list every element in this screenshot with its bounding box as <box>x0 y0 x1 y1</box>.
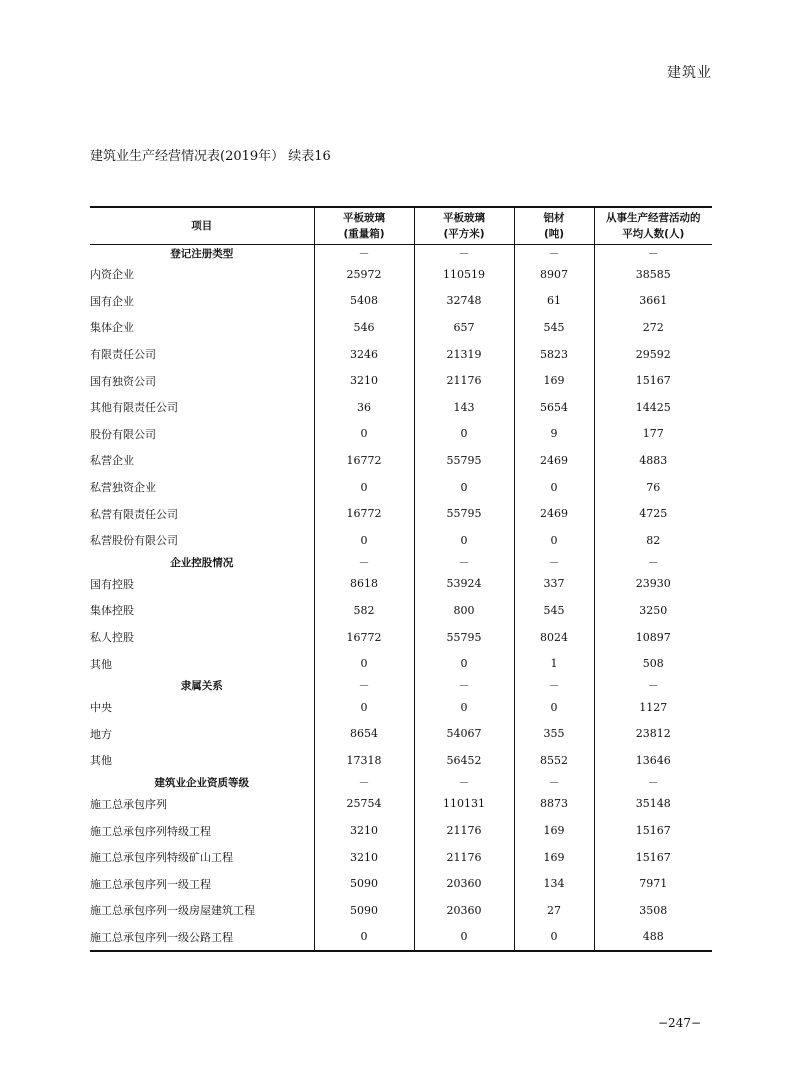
cell-value: － <box>314 774 414 791</box>
cell-value: 508 <box>594 650 712 677</box>
cell-value: 8552 <box>514 747 594 774</box>
table-row <box>90 421 712 448</box>
cell-value: 9 <box>514 421 594 448</box>
cell-value: 25972 <box>314 261 414 288</box>
cell-value: 355 <box>514 721 594 748</box>
table-row <box>90 924 712 952</box>
category-row <box>90 554 712 571</box>
cell-value: 143 <box>414 394 514 421</box>
column-header-glass-area: 平板玻璃 (平方米) <box>414 207 514 245</box>
category-row <box>90 774 712 791</box>
cell-value: 13646 <box>594 747 712 774</box>
cell-value: － <box>414 677 514 694</box>
cell-value: 8654 <box>314 721 414 748</box>
table-row <box>90 288 712 315</box>
row-label: 中央 <box>90 701 112 715</box>
row-label: 其他 <box>90 657 112 671</box>
cell-value: 53924 <box>414 571 514 598</box>
row-label: 私人控股 <box>90 631 134 645</box>
cell-value: 177 <box>594 421 712 448</box>
cell-value: 29592 <box>594 341 712 368</box>
cell-value: － <box>594 774 712 791</box>
cell-value: 16772 <box>314 500 414 527</box>
table-body <box>90 245 712 952</box>
cell-value: 3210 <box>314 844 414 871</box>
cell-value: 110519 <box>414 261 514 288</box>
cell-value: 20360 <box>414 870 514 897</box>
table-row <box>90 367 712 394</box>
cell-value: 800 <box>414 597 514 624</box>
cell-value: 23930 <box>594 571 712 598</box>
cell-value: 56452 <box>414 747 514 774</box>
column-header-glass-weight: 平板玻璃 (重量箱) <box>314 207 414 245</box>
cell-value: 3508 <box>594 897 712 924</box>
cell-value: － <box>414 245 514 262</box>
cell-value: － <box>314 677 414 694</box>
cell-value: 3661 <box>594 288 712 315</box>
cell-value: 7971 <box>594 870 712 897</box>
cell-value: 15167 <box>594 367 712 394</box>
cell-value: 0 <box>514 924 594 952</box>
cell-value: 3246 <box>314 341 414 368</box>
cell-value: － <box>514 677 594 694</box>
cell-value: 16772 <box>314 447 414 474</box>
row-label: 私营独资企业 <box>90 481 156 495</box>
cell-value: － <box>594 554 712 571</box>
row-label: 施工总承包序列一级房屋建筑工程 <box>90 904 255 918</box>
column-header-aluminum: 铝材 (吨) <box>514 207 594 245</box>
cell-value: 2469 <box>514 447 594 474</box>
cell-value: 110131 <box>414 791 514 818</box>
page-number: −247− <box>658 1016 702 1030</box>
row-label: 私营企业 <box>90 454 134 468</box>
cell-value: 76 <box>594 474 712 501</box>
cell-value: 5408 <box>314 288 414 315</box>
cell-value: 2469 <box>514 500 594 527</box>
cell-value: 38585 <box>594 261 712 288</box>
cell-value: 0 <box>314 421 414 448</box>
cell-value: 17318 <box>314 747 414 774</box>
table-row <box>90 817 712 844</box>
cell-value: 0 <box>514 694 594 721</box>
category-label: 企业控股情况 <box>170 556 234 569</box>
table-row <box>90 314 712 341</box>
row-label: 有限责任公司 <box>90 348 156 362</box>
table-row <box>90 341 712 368</box>
cell-value: 0 <box>414 924 514 952</box>
cell-value: 5090 <box>314 897 414 924</box>
cell-value: 5654 <box>514 394 594 421</box>
cell-value: 35148 <box>594 791 712 818</box>
cell-value: 16772 <box>314 624 414 651</box>
data-table <box>90 206 712 952</box>
cell-value: 32748 <box>414 288 514 315</box>
cell-value: 169 <box>514 844 594 871</box>
category-label: 建筑业企业资质等级 <box>154 776 249 789</box>
cell-value: 657 <box>414 314 514 341</box>
cell-value: 0 <box>514 474 594 501</box>
cell-value: 4883 <box>594 447 712 474</box>
table-row <box>90 624 712 651</box>
cell-value: 488 <box>594 924 712 952</box>
row-label: 集体企业 <box>90 321 134 335</box>
table-row <box>90 721 712 748</box>
cell-value: 25754 <box>314 791 414 818</box>
table-row <box>90 694 712 721</box>
category-row <box>90 677 712 694</box>
cell-value: 169 <box>514 817 594 844</box>
table-row <box>90 844 712 871</box>
cell-value: 10897 <box>594 624 712 651</box>
row-label: 施工总承包序列特级工程 <box>90 824 211 838</box>
category-label: 隶属关系 <box>180 679 223 692</box>
cell-value: 21319 <box>414 341 514 368</box>
cell-value: 55795 <box>414 500 514 527</box>
cell-value: 8618 <box>314 571 414 598</box>
cell-value: 0 <box>414 694 514 721</box>
cell-value: 5823 <box>514 341 594 368</box>
cell-value: 15167 <box>594 844 712 871</box>
cell-value: 0 <box>314 650 414 677</box>
table-row <box>90 261 712 288</box>
cell-value: 8024 <box>514 624 594 651</box>
table-row <box>90 571 712 598</box>
statistics-table <box>90 206 712 952</box>
cell-value: 82 <box>594 527 712 554</box>
table-row <box>90 747 712 774</box>
row-label: 其他 <box>90 754 112 768</box>
cell-value: 134 <box>514 870 594 897</box>
cell-value: － <box>594 677 712 694</box>
column-header-item: 项目 <box>90 207 314 245</box>
cell-value: 14425 <box>594 394 712 421</box>
cell-value: 8873 <box>514 791 594 818</box>
cell-value: 8907 <box>514 261 594 288</box>
cell-value: － <box>594 245 712 262</box>
cell-value: 0 <box>314 474 414 501</box>
cell-value: 0 <box>414 474 514 501</box>
cell-value: 15167 <box>594 817 712 844</box>
section-header: 建筑业 <box>667 65 712 81</box>
cell-value: 0 <box>414 421 514 448</box>
column-header-employees: 从事生产经营活动的 平均人数(人) <box>594 207 712 245</box>
row-label: 内资企业 <box>90 268 134 282</box>
cell-value: － <box>414 554 514 571</box>
cell-value: 272 <box>594 314 712 341</box>
cell-value: 0 <box>314 924 414 952</box>
table-row <box>90 394 712 421</box>
cell-value: － <box>514 554 594 571</box>
cell-value: 0 <box>514 527 594 554</box>
row-label: 其他有限责任公司 <box>90 401 178 415</box>
cell-value: 55795 <box>414 624 514 651</box>
cell-value: － <box>514 774 594 791</box>
cell-value: 0 <box>414 650 514 677</box>
row-label: 施工总承包序列一级公路工程 <box>90 924 314 952</box>
cell-value: 337 <box>514 571 594 598</box>
cell-value: 0 <box>414 527 514 554</box>
table-row <box>90 791 712 818</box>
cell-value: 546 <box>314 314 414 341</box>
cell-value: 36 <box>314 394 414 421</box>
category-label: 登记注册类型 <box>170 247 234 260</box>
cell-value: － <box>314 245 414 262</box>
cell-value: 3210 <box>314 817 414 844</box>
cell-value: 4725 <box>594 500 712 527</box>
cell-value: 0 <box>314 527 414 554</box>
cell-value: 55795 <box>414 447 514 474</box>
row-label: 集体控股 <box>90 604 134 618</box>
table-row <box>90 474 712 501</box>
cell-value: 54067 <box>414 721 514 748</box>
table-row <box>90 500 712 527</box>
row-label: 股份有限公司 <box>90 427 156 441</box>
cell-value: － <box>414 774 514 791</box>
row-label: 国有控股 <box>90 577 134 591</box>
table-row <box>90 650 712 677</box>
row-label: 国有独资公司 <box>90 374 156 388</box>
cell-value: 3210 <box>314 367 414 394</box>
table-row <box>90 597 712 624</box>
row-label: 施工总承包序列 <box>90 797 167 811</box>
cell-value: 545 <box>514 597 594 624</box>
cell-value: 21176 <box>414 367 514 394</box>
table-row <box>90 527 712 554</box>
table-header-row <box>90 207 712 245</box>
cell-value: 0 <box>314 694 414 721</box>
row-label: 私营有限责任公司 <box>90 507 178 521</box>
row-label: 施工总承包序列一级工程 <box>90 877 211 891</box>
cell-value: － <box>314 554 414 571</box>
row-label: 私营股份有限公司 <box>90 534 178 548</box>
cell-value: 21176 <box>414 817 514 844</box>
row-label: 地方 <box>90 727 112 741</box>
cell-value: 27 <box>514 897 594 924</box>
category-row <box>90 245 712 262</box>
cell-value: － <box>514 245 594 262</box>
table-caption: 建筑业生产经营情况表(2019年） 续表16 <box>90 149 331 164</box>
table-row <box>90 897 712 924</box>
cell-value: 20360 <box>414 897 514 924</box>
cell-value: 5090 <box>314 870 414 897</box>
table-row <box>90 870 712 897</box>
cell-value: 582 <box>314 597 414 624</box>
table-row <box>90 447 712 474</box>
row-label: 国有企业 <box>90 294 134 308</box>
cell-value: 545 <box>514 314 594 341</box>
cell-value: 61 <box>514 288 594 315</box>
cell-value: 1127 <box>594 694 712 721</box>
cell-value: 21176 <box>414 844 514 871</box>
cell-value: 23812 <box>594 721 712 748</box>
cell-value: 3250 <box>594 597 712 624</box>
cell-value: 1 <box>514 650 594 677</box>
row-label: 施工总承包序列特级矿山工程 <box>90 851 233 865</box>
cell-value: 169 <box>514 367 594 394</box>
